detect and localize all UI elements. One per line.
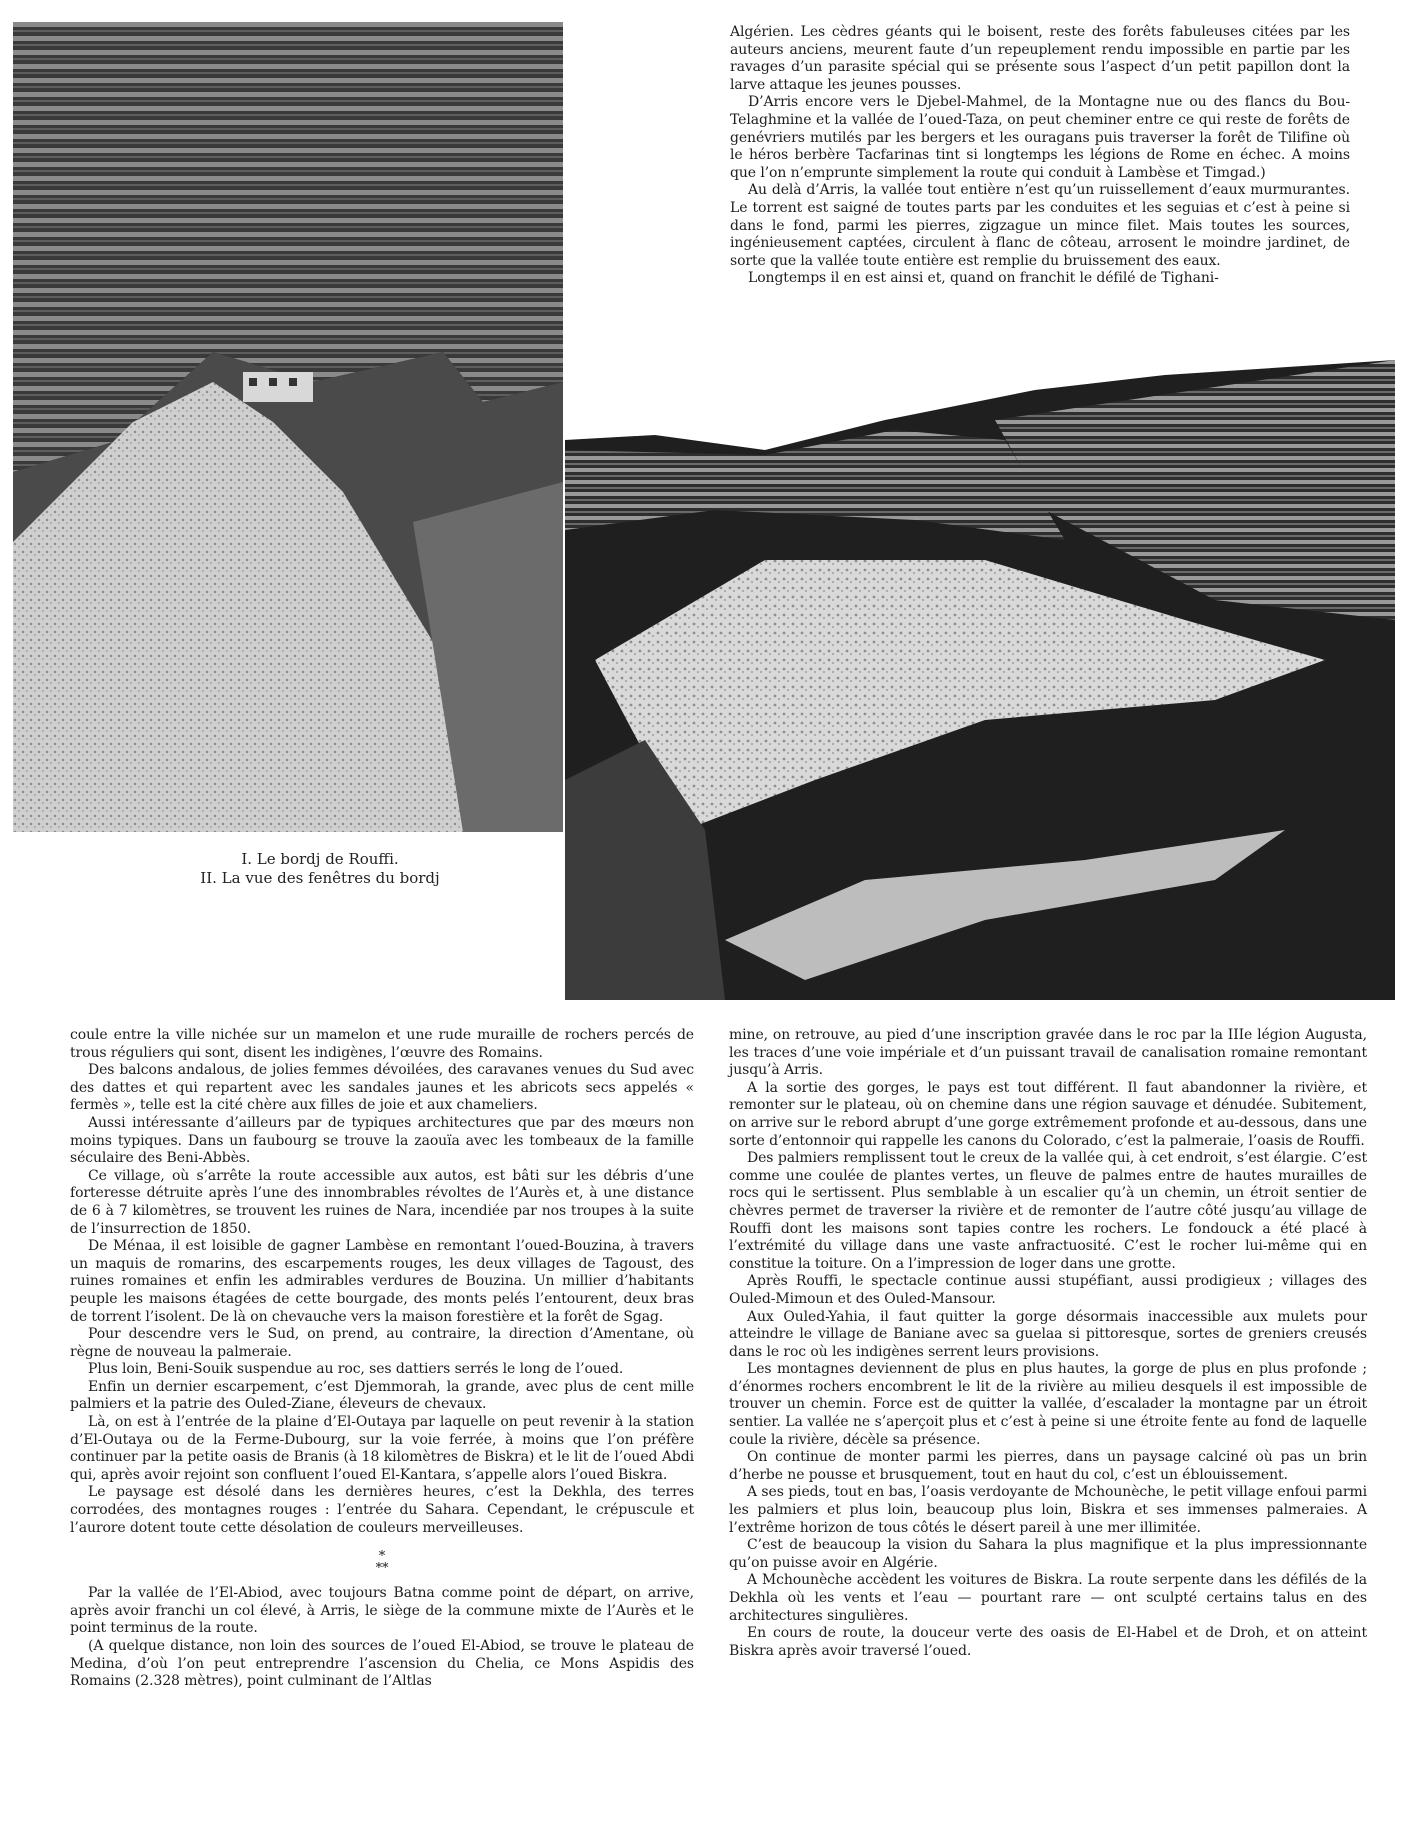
paragraph: C’est de beaucoup la vision du Sahara la plus magnifique et la plus impressionnante qu’on puisse avoir en Algérie. xyxy=(729,1537,1367,1571)
paragraph: A ses pieds, tout en bas, l’oasis verdoyante de Mchounèche, le petit village enfoui parmi les palmiers et plus loin, beaucoup plus loin, Biskra et ses immenses palmeraies. A l’extrême horizon de tous côtés le désert pareil à une mer illimitée. xyxy=(729,1484,1367,1536)
paragraph: (A quelque distance, non loin des sources de l’oued El-Abiod, se trouve le plateau de Medina, d’où l’on peut entreprendre l’ascension du Chelia, ce Mons Aspidis des Romains (2.328 mètres), point culminant de l’Altlas xyxy=(70,1638,694,1690)
section-separator xyxy=(70,1551,694,1575)
photo-caption xyxy=(150,850,490,888)
photo-bordj-image xyxy=(13,22,563,832)
paragraph: Le paysage est désolé dans les dernières heures, c’est la Dekhla, des terres corrodées, des montagnes rouges : l’entrée du Sahara. Cependant, le crépuscule et l’aurore dotent toute cette désolation de couleurs merveilleuses. xyxy=(70,1484,694,1536)
paragraph: Aux Ouled-Yahia, il faut quitter la gorge désormais inaccessible aux mulets pour atteindre le village de Baniane avec sa guelaa si pittoresque, sortes de greniers creusés dans le roc où les indigènes serrent leurs provisions. xyxy=(729,1308,1367,1360)
paragraph: Algérien. Les cèdres géants qui le boisent, reste des forêts fabuleuses citées par les auteurs anciens, meurent faute d’un repeuplement rendu impossible en partie par les ravages d’un parasite spécial qui se présente sous l’aspect d’un petit papillon dont la larve attaque les jeunes pousses. xyxy=(730,24,1350,93)
paragraph: Enfin un dernier escarpement, c’est Djemmorah, la grande, avec plus de cent mille palmiers et la patrie des Ouled-Ziane, éleveurs de chevaux. xyxy=(70,1378,694,1413)
photo-bordj xyxy=(13,22,563,832)
paragraph: Des palmiers remplissent tout le creux de la vallée qui, à cet endroit, s’est élargie. C’est comme une coulée de plantes vertes, un fleuve de palmes entre de hautes murailles de rocs qui le sertissent. Plus semblable à un escalier qu’à un chemin, un étroit sentier de chèvres permet de traverser la rivière et de remonter de l’autre côté jusqu’au village de Rouffi dont les maisons sont tapies contre les rochers. Le fondouck a été placé à l’extrémité du village dans une vaste anfractuosité. C’est le rocher lui-même qui en constitue la toiture. On a l’impression de loger dans une grotte. xyxy=(729,1150,1367,1272)
caption-line-2: II. La vue des fenêtres du bordj xyxy=(200,869,440,887)
paragraph: Là, on est à l’entrée de la plaine d’El-Outaya par laquelle on peut revenir à la station d’El-Outaya ou de la Ferme-Dubourg, sur la voie ferrée, à moins que l’on préfère continuer par la petite oasis de Branis (à 18 kilomètres de Biskra) et le lit de l’oued Abdi qui, après avoir rejoint son confluent l’oued El-Kantara, s’appelle alors l’oued Biskra. xyxy=(70,1414,694,1483)
paragraph: Pour descendre vers le Sud, on prend, au contraire, la direction d’Amentane, où règne de nouveau la palmeraie. xyxy=(70,1326,694,1360)
paragraph: Après Rouffi, le spectacle continue aussi stupéfiant, aussi prodigieux ; villages des Ouled-Mimoun et des Ouled-Mansour. xyxy=(729,1273,1367,1307)
paragraph: mine, on retrouve, au pied d’une inscription gravée dans le roc par la IIIe légion Augusta, les traces d’une voie impériale et d’un puissant travail de canalisation romaine remontant jusqu’à Arris. xyxy=(729,1027,1367,1079)
paragraph: On continue de monter parmi les pierres, dans un paysage calciné où pas un brin d’herbe ne pousse et brusquement, tout en haut du col, c’est un éblouissement. xyxy=(729,1449,1367,1483)
text-column-top-right xyxy=(730,24,1350,288)
paragraph: D’Arris encore vers le Djebel-Mahmel, de la Montagne nue ou des flancs du Bou-Telaghmine et la vallée de l’oued-Taza, on peut cheminer entre ce qui reste de forêts de genévriers mutilés par les bergers et les ouragans puis traverser la forêt de Tilifine où le héros berbère Tacfarinas tint si longtemps les légions de Rome en échec. A moins que l’on n’emprunte simplement la route qui conduit à Lambèse et Timgad.) xyxy=(730,94,1350,181)
caption-line-1: I. Le bordj de Rouffi. xyxy=(241,850,399,868)
paragraph: Par la vallée de l’El-Abiod, avec toujours Batna comme point de départ, on arrive, après avoir franchi un col élevé, à Arris, le siège de la commune mixte de l’Aurès et le point terminus de la route. xyxy=(70,1585,694,1637)
paragraph: En cours de route, la douceur verte des oasis de El-Habel et de Droh, et on atteint Biskra après avoir traversé l’oued. xyxy=(729,1625,1367,1659)
paragraph: Plus loin, Beni-Souik suspendue au roc, ses dattiers serrés le long de l’oued. xyxy=(88,1361,624,1378)
paragraph: Les montagnes deviennent de plus en plus hautes, la gorge de plus en plus profonde ; d’énormes rochers encombrent le lit de la rivière au milieu desquels il est impossible de trouver un chemin. Force est de quitter la vallée, d’escalader la montagne par un étroit sentier. La vallée ne s’aperçoit plus et c’est à peine si une étroite fente au fond de laquelle coule la rivière, décèle sa présence. xyxy=(729,1361,1367,1448)
paragraph: Au delà d’Arris, la vallée tout entière n’est qu’un ruissellement d’eaux murmurantes. Le torrent est saigné de toutes parts par les conduites et les seguias et c’est à peine si dans le fond, parmi les pierres, zigzague un mince filet. Mais toutes les sources, ingénieusement captées, circulent à flanc de côteau, arrosent le moindre jardinet, de sorte que la vallée toute entière est remplie du bruissement des eaux. xyxy=(730,182,1350,269)
text-column-bottom-right xyxy=(729,1027,1367,1660)
paragraph: Longtemps il en est ainsi et, quand on franchit le défilé de Tighani- xyxy=(748,270,1219,287)
separator-star-bottom: ** xyxy=(375,1561,389,1577)
text-column-bottom-left xyxy=(70,1027,694,1691)
paragraph: A la sortie des gorges, le pays est tout différent. Il faut abandonner la rivière, et remonter sur le plateau, où on chemine dans une région sauvage et dénudée. Subitement, on arrive sur le rebord abrupt d’une gorge extrêmement profonde et au-dessous, dans une sorte d’entonnoir qui rappelle les canons du Colorado, c’est la palmeraie, l’oasis de Rouffi. xyxy=(729,1079,1367,1149)
separator-star-top: * xyxy=(378,1549,386,1565)
paragraph: Des balcons andalous, de jolies femmes dévoilées, des caravanes venues du Sud avec des dattes et qui repartent avec les sandales jaunes et les abricots secs appelés « fermès », telle est la cité chère aux filles de joie et aux chameliers. xyxy=(70,1062,694,1114)
paragraph: coule entre la ville nichée sur un mamelon et une rude muraille de rochers percés de trous réguliers qui sont, disent les indigènes, l’œuvre des Romains. xyxy=(70,1027,694,1061)
paragraph: Aussi intéressante d’ailleurs par de typiques architectures que par des mœurs non moins typiques. Dans un faubourg se trouve la zaouïa avec les tombeaux de la famille séculaire des Beni-Abbès. xyxy=(70,1114,694,1167)
paragraph: De Ménaa, il est loisible de gagner Lambèse en remontant l’oued-Bouzina, à travers un maquis de romarins, des escarpements rouges, les deux villages de Tagoust, des ruines romaines et enfin les admirables verdures de Bouzina. Un millier d’habitants peuple les maisons étagées de cette bourgade, des monts pelés l’entourent, deux bras de torrent l’isolent. De là on chevauche vers la maison forestière et la forêt de Sgag. xyxy=(70,1238,694,1325)
photo-gorge-view-image xyxy=(565,360,1395,1000)
photo-gorge-view xyxy=(565,360,1395,1000)
paragraph: Ce village, où s’arrête la route accessible aux autos, est bâti sur les débris d’une forteresse détruite après l’une des innombrables révoltes de l’Aurès et, à une distance de 6 à 7 kilomètres, se trouvent les ruines de Nara, incendiée par nos troupes à la suite de l’insurrection de 1850. xyxy=(70,1167,694,1237)
paragraph: A Mchounèche accèdent les voitures de Biskra. La route serpente dans les défilés de la Dekhla où les vents et l’eau — pourtant rare — ont sculpté certains talus en des architectures singulières. xyxy=(729,1572,1367,1624)
